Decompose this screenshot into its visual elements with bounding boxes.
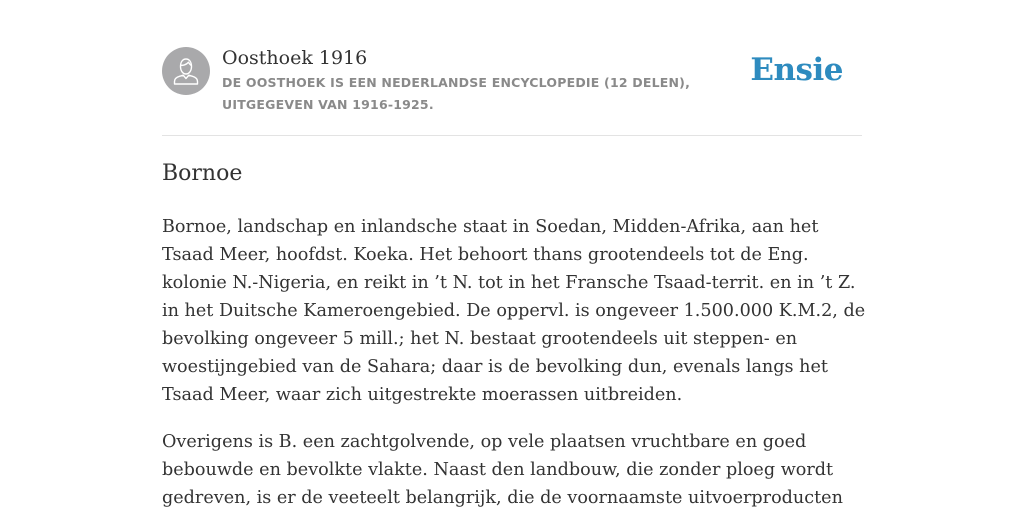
source-description: DE OOSTHOEK IS EEN NEDERLANDSE ENCYCLOPEDIE (12 DELEN), UITGEGEVEN VAN 1916-1925. [222, 75, 691, 112]
source-header [162, 0, 862, 136]
paragraph: Bornoe, landschap en inlandsche staat in Soedan, Midden-Afrika, aan het Tsaad Meer, hoofdst. Koeka. Het behoort thans grootendeels tot de Eng. kolonie N.-Nigeria, en reikt in ’t N. tot in het Fransche Tsaad-territ. en in ’t Z. in het Duitsche Kameroengebied. De oppervl. is ongeveer 1.500.000 K.M.2, de bevolking ongeveer 5 mill.; het N. bestaat grootendeels uit steppen- en woestijngebied van de Sahara; daar is de bevolking dun, evenals langs het Tsaad Meer, waar zich uitgestrekte moerassen uitbreiden. [162, 217, 866, 405]
article-body [162, 213, 866, 512]
avatar[interactable] [162, 47, 210, 95]
user-icon [162, 47, 210, 95]
source-title[interactable]: Oosthoek 1916 [222, 47, 368, 69]
paragraph: Overigens is B. een zachtgolvende, op vele plaatsen vruchtbare en goed bebouwde en bevolkte vlakte. Naast den landbouw, die zonder ploeg wordt gedreven, is er de veeteelt belangrijk, die de voornaamste uitvoerproducten [162, 432, 843, 508]
content-container [162, 0, 866, 508]
article-title: Bornoe [162, 161, 243, 186]
brand-logo[interactable]: Ensie [750, 52, 843, 88]
